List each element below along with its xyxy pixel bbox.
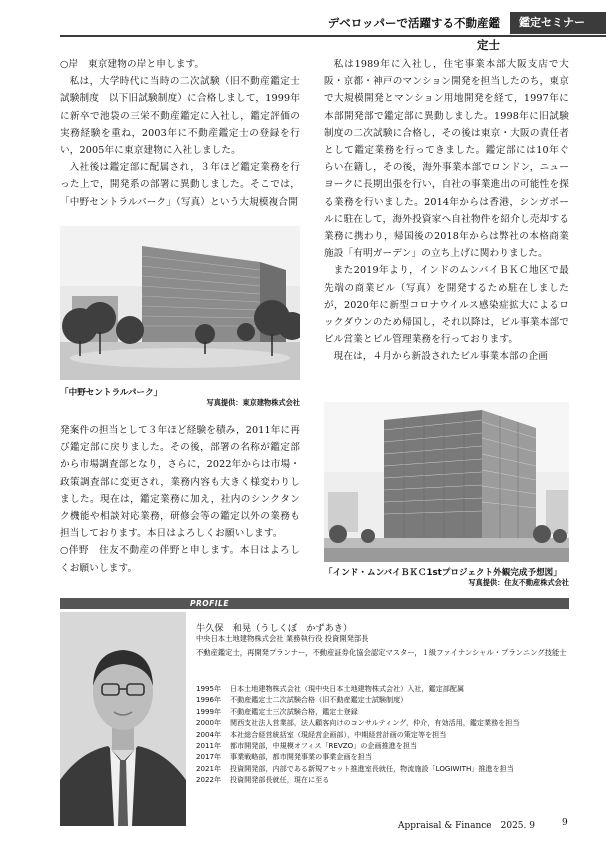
- history-year: 2004年: [196, 729, 222, 739]
- history-row: [196, 729, 568, 740]
- history-text: 関西支社法人営業部，法人顧客向けのコンサルティング，仲介，有効活用，鑑定業務を担当: [230, 718, 520, 728]
- history-year: 2000年: [196, 718, 222, 728]
- journal-footer: Appraisal & Finance 2025. 9: [398, 821, 535, 831]
- career-history: [196, 683, 568, 786]
- history-row: [196, 763, 568, 774]
- history-text: 本社総合経営統括室（現経営企画部），中期経営計画の策定等を担当: [230, 729, 447, 739]
- page-number: 9: [562, 818, 568, 828]
- paragraph: 私は，大学時代に当時の二次試験（旧不動産鑑定士試験制度 以下旧試験制度）に合格しまして，1999年に新卒で池袋の三栄不動産鑑定に入社し，鑑定評価の実務経験を重ね，2003年に不動産鑑定士の登録を行い，2005年に東京建物に入社しました。: [60, 76, 300, 157]
- history-year: 1996年: [196, 695, 222, 705]
- paragraph: また2019年より，インドのムンバイＢＫＣ地区で最先端の商業ビル（写真）を開発するため駐在しましたが，2020年に新型コロナウイルス感染症拡大によるロックダウンのため帰国し，それ以降は，ビル事業本部でビル営業とビル管理業務を行っております。: [324, 265, 569, 346]
- paragraph: 私は1989年に入社し，住宅事業本部大阪支店で大阪・京都・神戸のマンション開発を担当したのち，東京で大規模開発とマンション用地開発を経て，1997年に本部開発部で鑑定部に異動しました。1998年に旧試験制度の二次試験に合格し，その後は東京・大阪の責任者として鑑定業務を行ってきました。鑑定部には10年ぐらい在籍し，その後，海外事業本部でロンドン，ニューヨークに長期出張を行い，自社の事業進出の可能性を探る業務を行いました。2014年からは香港，シンガポールに駐在して，海外投資家へ自社物件を紹介し売却する業務に携わり，帰国後の2018年からは弊社の本格商業施設「有明ガーデン」の立ち上げに関わりました。: [324, 59, 569, 260]
- paragraph: 発案件の担当として３年ほど経験を積み，2011年に再び鑑定部に戻りました。その後，部署の名称が鑑定部から市場調査部となり，さらに，2022年からは市場・政策調査部に変更され，業務内容も大きく様変わりしました。現在は，鑑定業務に加え，社内のシンクタンク機能や相談対応業務，研修会等の鑑定以外の業務も担当しております。本日はよろしくお願いします。: [60, 425, 300, 540]
- history-row: [196, 740, 568, 751]
- mumbai-bkc-rendering: [324, 402, 569, 562]
- profile-bar: [60, 598, 569, 609]
- photo2-caption: 「インド・ムンバイＢＫＣ1stプロジェクト外観完成予想図」: [324, 568, 562, 578]
- paragraph: 入社後は鑑定部に配属され，３年ほど鑑定業務を行った上で，開発系の部署に異動しました。そこでは，「中野セントラルパーク」（写真）という大規模複合開: [60, 162, 300, 208]
- history-text: 投資開発部長就任，現在に至る: [230, 775, 330, 785]
- portrait-photo: [60, 612, 186, 826]
- left-column-bottom: [60, 422, 300, 577]
- history-text: 不動産鑑定士三次試験合格，鑑定士登録: [230, 706, 358, 716]
- series-title: デベロッパーで活躍する不動産鑑定士: [327, 16, 500, 52]
- history-year: 2021年: [196, 763, 222, 773]
- photo1-credit: 写真提供：東京建物株式会社: [206, 398, 300, 407]
- profile-label: PROFILE: [190, 599, 229, 608]
- history-text: 都市開発部，中規模オフィス「REVZO」の企画推進を担当: [230, 741, 418, 751]
- profile-qualifications: 不動産鑑定士，再開発プランナー，不動産証券化協会認定マスター，１級ファイナンシャル・プランニング技能士: [196, 648, 567, 657]
- nakano-central-park-photo: [60, 226, 300, 380]
- photo1-caption: 「中野セントラルパーク」: [60, 388, 163, 398]
- history-row: [196, 774, 568, 785]
- history-row: [196, 706, 568, 717]
- left-column-top: [60, 56, 300, 211]
- speaker-intro-banno: ○伴野 住友不動産の伴野と申します。本日はよろしくお願いします。: [60, 545, 300, 574]
- history-text: 日本土地建物株式会社（現中央日本土地建物株式会社）入社，鑑定部配属: [230, 684, 465, 693]
- history-row: [196, 751, 568, 762]
- paragraph: 現在は，４月から新設されたビル事業本部の企画: [333, 351, 548, 363]
- history-text: 投資開発部，内部である新規アセット推進室長就任，物流施設「LOGIWITH」推進を担当: [230, 763, 514, 773]
- profile-name: 牛久保 和晃（うしくぼ かずあき）: [196, 623, 353, 634]
- history-row: [196, 683, 568, 694]
- history-year: 2011年: [196, 741, 222, 751]
- right-column: [324, 56, 569, 366]
- photo2-credit: 写真提供：住友不動産株式会社: [468, 578, 569, 587]
- history-year: 1995年: [196, 684, 222, 693]
- profile-affiliation: 中央日本土地建物株式会社 業務執行役 投資開発部長: [196, 634, 369, 643]
- history-year: 2022年: [196, 775, 222, 785]
- history-year: 2017年: [196, 752, 222, 762]
- history-text: 不動産鑑定士二次試験合格（旧不動産鑑定士試験制度）: [230, 695, 408, 705]
- history-text: 事業戦略部，都市開発事業の事業企画を担当: [230, 752, 372, 762]
- history-row: [196, 717, 568, 728]
- history-row: [196, 694, 568, 705]
- section-tab: 鑑定セミナー: [510, 12, 606, 34]
- history-year: 1999年: [196, 706, 222, 716]
- header-rule: [60, 35, 606, 37]
- speaker-intro-kishi: ○岸 東京建物の岸と申します。: [60, 59, 205, 70]
